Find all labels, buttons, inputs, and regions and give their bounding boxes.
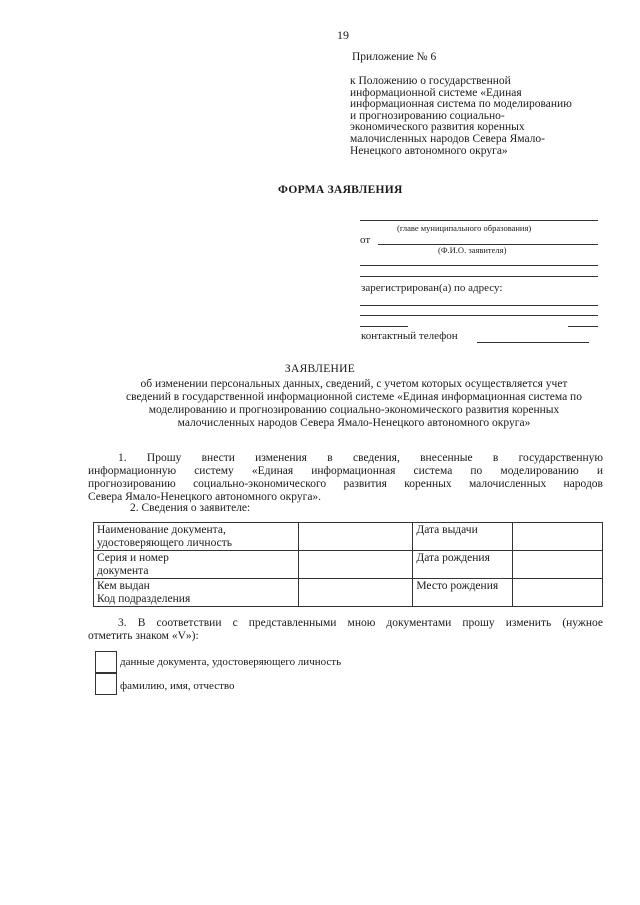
address-field[interactable]	[360, 326, 408, 327]
head-name-field[interactable]	[360, 220, 598, 221]
issue-date-label: Дата выдачи	[413, 523, 513, 551]
appendix-line: информационной системе «Единая	[350, 86, 522, 99]
issued-by-label: Кем выдан Код подразделения	[94, 579, 299, 607]
issue-date-field[interactable]	[513, 523, 603, 551]
appendix-line: Ненецкого автономного округа»	[350, 144, 508, 157]
statement-subtitle-line: об изменении персональных данных, сведений, с учетом которых осуществляется учет	[140, 378, 568, 390]
address-field[interactable]	[360, 305, 598, 306]
statement-subtitle-line: сведений в государственной информационной системе «Единая информационная система по	[126, 391, 582, 403]
appendix-line: экономического развития коренных	[350, 121, 525, 134]
change-request-paragraph	[88, 617, 603, 643]
document-series-label: Серия и номер документа	[94, 551, 299, 579]
form-title: ФОРМА ЗАЯВЛЕНИЯ	[278, 184, 403, 196]
statement-subtitle-line: малочисленных народов Севера Ямало-Ненецкого автономного округа»	[177, 417, 531, 429]
appendix-line: малочисленных народов Севера Ямало-	[350, 132, 545, 145]
document-series-field[interactable]	[298, 551, 413, 579]
appendix-line: информационная система по моделированию	[350, 98, 572, 111]
paragraph-line: 1. Прошу внести изменения в сведения, внесенные в государственную	[118, 452, 603, 464]
head-hint: (главе муниципального образования)	[397, 223, 532, 233]
from-label: от	[360, 234, 371, 246]
appendix-line: к Положению о государственной	[350, 75, 511, 87]
paragraph-line: Севера Ямало-Ненецкого автономного округа».	[88, 491, 322, 503]
statement-title: ЗАЯВЛЕНИЕ	[284, 363, 356, 375]
document-data-checkbox[interactable]	[95, 651, 117, 673]
phone-field[interactable]	[477, 342, 589, 343]
document-name-field[interactable]	[298, 523, 413, 551]
statement-subtitle-line: моделированию и прогнозированию социально-экономического развития коренных	[148, 404, 560, 416]
birth-date-field[interactable]	[513, 551, 603, 579]
applicant-hint: (Ф.И.О. заявителя)	[438, 245, 507, 255]
applicant-extra-line[interactable]	[360, 276, 598, 277]
applicant-info-heading: 2. Сведения о заявителе:	[130, 502, 251, 514]
appendix-line: и прогнозированию социально-	[350, 109, 505, 122]
paragraph-line: информационную систему «Единая информационная система по моделированию и	[88, 465, 603, 477]
table-row	[94, 551, 603, 579]
full-name-checkbox[interactable]	[95, 673, 117, 695]
paragraph-line: 3. В соответствии с представленными мною документами прошу изменить (нужное	[118, 617, 603, 629]
applicant-table	[93, 522, 603, 607]
appendix-reference	[350, 76, 620, 157]
address-field[interactable]	[568, 326, 598, 327]
birth-date-label: Дата рождения	[413, 551, 513, 579]
table-row	[94, 523, 603, 551]
applicant-extra-line[interactable]	[360, 265, 598, 266]
birth-place-label: Место рождения	[413, 579, 513, 607]
full-name-option-label: фамилию, имя, отчество	[120, 680, 235, 692]
birth-place-field[interactable]	[513, 579, 603, 607]
document-name-label: Наименование документа, удостоверяющего личность	[94, 523, 299, 551]
address-field[interactable]	[360, 315, 598, 316]
phone-label: контактный телефон	[361, 330, 458, 342]
document-data-option-label: данные документа, удостоверяющего личность	[120, 656, 342, 668]
paragraph-line: отметить знаком «V»):	[88, 630, 199, 642]
statement-subtitle	[84, 378, 624, 430]
request-paragraph	[88, 452, 603, 504]
registered-address-label: зарегистрирован(а) по адресу:	[361, 282, 503, 294]
paragraph-line: прогнозированию социально-экономического развития коренных малочисленных народов	[88, 478, 603, 490]
appendix-number: Приложение № 6	[352, 51, 437, 63]
table-row	[94, 579, 603, 607]
page-number: 19	[337, 28, 349, 42]
issued-by-field[interactable]	[298, 579, 413, 607]
